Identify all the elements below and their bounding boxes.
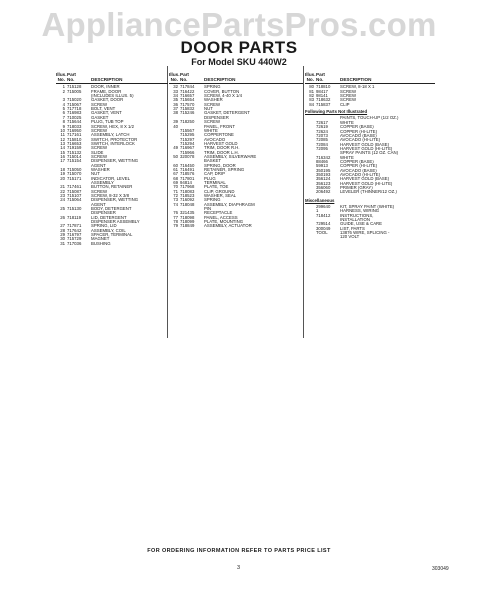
part-number: 98417 <box>316 88 328 94</box>
part-number: 718810 <box>316 84 331 90</box>
part-description: AVOCADO (HI-LITE) <box>340 172 381 177</box>
illus-number: 78 <box>173 219 178 225</box>
part-description: SWITCH, PROTECTOR <box>91 137 138 142</box>
illus-number: 9 <box>62 123 65 129</box>
part-number: 717801 <box>180 175 195 181</box>
part-description: CLIP, GROUND <box>204 189 235 194</box>
part-description: FRAME, DOOR <box>91 89 122 94</box>
part-description: PLATE, TOE <box>204 185 229 190</box>
part-description: TERMINAL <box>204 180 226 185</box>
part-description: LEVELER (THINNER/12 OZ.) <box>340 190 397 195</box>
part-number: 716983 <box>67 110 82 116</box>
part-description: GASKET <box>91 115 109 120</box>
part-description: SCREW <box>91 146 107 151</box>
part-number: 716342 <box>316 154 331 160</box>
part-number: 715005 <box>67 88 82 94</box>
part-number: 717968 <box>180 184 195 190</box>
part-number: 715567 <box>180 127 195 133</box>
part-description: SLIDE <box>91 150 104 155</box>
page-number: 3 <box>237 565 241 571</box>
part-number: 715070 <box>67 171 82 177</box>
part-description: LIST, PARTS <box>340 226 365 231</box>
part-description: (INCLUDES ILLUS. 5) <box>91 94 134 99</box>
part-number: 716092 <box>180 197 195 203</box>
part-number: 717036 <box>67 240 82 246</box>
part-description: MAGNET <box>91 237 110 242</box>
part-description: RETAINER, SPRING <box>204 167 245 172</box>
part-number: 715297 <box>180 136 195 142</box>
part-number: 718119 <box>67 214 82 220</box>
part-number: 716657 <box>180 93 195 99</box>
part-number: 715654 <box>180 97 195 103</box>
part-number: 300049 <box>316 225 331 231</box>
illus-number: 7 <box>62 114 65 120</box>
part-description: GASKET, VENT <box>91 111 122 116</box>
part-description: TRIM, DOOR L.H. <box>204 150 239 155</box>
part-number: 718632 <box>316 97 331 103</box>
part-number: 716422 <box>180 88 195 94</box>
illus-number: 40 <box>173 123 178 129</box>
illus-number: 35 <box>173 97 178 103</box>
part-number: 715729 <box>67 236 82 242</box>
illus-number <box>305 190 314 194</box>
illus-number: 10 <box>60 127 65 133</box>
part-description: 13876 WIRE, SPLICING - <box>340 231 390 236</box>
part-number: 72624 <box>316 128 328 134</box>
illus-number: 18 <box>60 166 65 172</box>
illus-number: 31 <box>60 240 65 246</box>
part-number: 717642 <box>67 227 82 233</box>
part-number: 715295 <box>180 132 195 138</box>
part-number: 718098 <box>180 214 195 220</box>
illus-number: 39 <box>173 119 178 125</box>
part-description: NUT <box>204 107 213 112</box>
column-header: Illus. Part No. No. DESCRIPTION <box>305 72 372 83</box>
column-divider <box>303 66 304 338</box>
part-number: 350195 <box>316 167 331 173</box>
part-number: 716797 <box>67 232 82 238</box>
part-description: PAINTS, TOUCH-UP (1/2 OZ.) <box>340 116 399 121</box>
illus-number: 71 <box>173 188 178 194</box>
illus-number: 80 <box>309 84 314 90</box>
part-number: 717461 <box>67 184 82 190</box>
part-number: 716653 <box>67 140 82 146</box>
illus-number: 12 <box>60 136 65 142</box>
illus-number: 1 <box>62 84 65 90</box>
part-description: BUSHING <box>91 241 111 246</box>
part-number: 719159 <box>67 145 82 151</box>
part-number: 715810 <box>67 136 82 142</box>
part-description: SCREW, 8-32 X 3/8 <box>91 194 129 198</box>
part-number: 350193 <box>316 171 331 177</box>
part-description: WASHER, SEAL <box>204 194 237 198</box>
part-number: 715067 <box>67 101 82 107</box>
part-description: RECEPTACLE <box>204 211 233 216</box>
part-number: 715064 <box>67 197 82 203</box>
illus-number: 30 <box>60 236 65 242</box>
part-description: SPRING, LID <box>91 224 117 229</box>
part-description: DISPENSER <box>91 211 116 216</box>
part-description: PANEL, ACCESS <box>204 215 238 220</box>
illus-number: 74 <box>173 201 178 207</box>
part-description: AVOCADO <box>204 137 226 142</box>
illus-number: 76 <box>173 210 178 216</box>
part-description: INDICATOR, LEVEL <box>91 176 131 181</box>
illus-number: 77 <box>173 214 178 220</box>
part-description: SCREW <box>91 154 107 159</box>
part-description: PLATE, MOUNTING <box>204 220 244 225</box>
illus-number: 26 <box>60 214 65 220</box>
illus-number: 17 <box>60 158 65 164</box>
part-number: 717718 <box>67 106 82 112</box>
part-description: BODY, DETERGENT <box>91 207 132 212</box>
part-description: COVER, BUTTON <box>204 89 240 94</box>
part-number: 88466 <box>316 158 328 164</box>
illus-number: 15 <box>60 149 65 155</box>
illus-number <box>305 235 314 239</box>
part-number: 718048 <box>180 201 195 207</box>
part-number: 94814 <box>180 179 192 185</box>
part-description: PLUG, TUB TOP <box>91 120 124 125</box>
part-number: 718099 <box>180 219 195 225</box>
part-number: 710025 <box>67 114 82 120</box>
illus-number: 27 <box>60 223 65 229</box>
part-number: 1 <box>316 208 319 214</box>
part-number: 716491 <box>180 166 195 172</box>
illus-number: 20 <box>60 175 65 181</box>
part-description: DISPENSER, WETTING <box>91 159 139 164</box>
part-description: BOLT, VENT <box>91 107 116 112</box>
part-description: SWITCH, INTERLOCK <box>91 141 135 146</box>
part-description: DISPENSER <box>204 115 229 120</box>
part-description: HARVEST GOLD (BASE) <box>340 177 390 182</box>
part-number: 72095 <box>316 145 328 151</box>
part-description: ASSEMBLY, SILVERWARE <box>204 154 257 159</box>
part-description: PANEL, FRONT <box>204 124 235 129</box>
part-number: TOOL <box>316 230 328 236</box>
part-number: 356060 <box>316 184 331 190</box>
part-number: 206492 <box>316 189 331 195</box>
part-number: 299640 <box>316 204 331 209</box>
part-description: SPACER, TERMINAL <box>91 233 133 238</box>
part-description: HARVEST GOLD <box>204 141 238 146</box>
illus-number: 38 <box>173 110 178 116</box>
watermark: AppliancePartsPros.com <box>41 6 437 43</box>
part-description: GASKET, DOOR <box>91 98 124 103</box>
part-number: 716967 <box>180 145 195 151</box>
parts-row <box>56 242 168 246</box>
illus-number: 81 <box>309 88 314 94</box>
part-description: PRIMER (GRAY) <box>340 185 373 190</box>
part-number: 715020 <box>67 97 82 103</box>
part-description: SCREW <box>340 94 356 99</box>
column-header: Illus. Part No. No. DESCRIPTION <box>169 72 236 83</box>
illus-number: 33 <box>173 88 178 94</box>
part-number: 320078 <box>180 153 195 159</box>
part-number: 715128 <box>67 84 82 90</box>
part-description: HARVEST GOLD (HI-LITE) <box>340 146 393 151</box>
part-description: PIN <box>204 207 212 212</box>
parts-row <box>305 190 435 194</box>
illus-number: 82 <box>309 93 314 99</box>
part-number: 718250 <box>180 119 195 125</box>
illus-number: 16 <box>60 153 65 159</box>
illus-number: 61 <box>173 166 178 172</box>
column-header: Illus. Part No. No. DESCRIPTION <box>56 72 123 83</box>
illus-number: 28 <box>60 227 65 233</box>
part-description: SCREW <box>340 89 356 94</box>
page-subtitle: For Model SKU 440W2 <box>191 57 287 67</box>
part-description: WASHER <box>204 98 223 103</box>
part-description: SPRING <box>204 85 221 90</box>
part-number: 718523 <box>180 193 195 198</box>
part-description: SCREW <box>91 102 107 107</box>
illus-number: 37 <box>173 106 178 112</box>
part-number: 321435 <box>180 210 195 216</box>
part-description: SCREW <box>204 102 220 107</box>
illus-number: 22 <box>60 188 65 194</box>
part-number: 718412 <box>316 212 331 218</box>
page-title: DOOR PARTS <box>180 38 298 57</box>
illus-number: 5 <box>62 106 65 112</box>
part-number: 715294 <box>180 140 195 146</box>
illus-number: 34 <box>173 93 178 99</box>
part-number: 715107 <box>67 193 82 198</box>
illus-number: 69 <box>173 179 178 185</box>
part-number: 718083 <box>180 188 195 194</box>
part-description: CLIP <box>340 102 350 107</box>
part-description: 120 VOLT <box>340 235 360 240</box>
part-description: COPPER (HI-LITE) <box>340 164 378 169</box>
part-number: 718849 <box>180 223 195 229</box>
illus-number: 49 <box>173 145 178 151</box>
part-number: 715087 <box>67 188 82 194</box>
part-description: ASSEMBLY <box>91 180 114 185</box>
part-description: WHITE <box>340 120 354 125</box>
part-number: 717844 <box>180 84 195 90</box>
part-description: DOOR, INNER <box>91 85 120 90</box>
section-heading: Miscellaneous <box>305 197 335 203</box>
parts-row <box>169 224 303 228</box>
illus-number: 13 <box>60 140 65 146</box>
part-number: 72084 <box>316 141 328 147</box>
part-description: SPRAY PAINTS (12 OZ. CAN) <box>340 151 399 156</box>
part-description: SCREW <box>91 128 107 133</box>
illus-number: 73 <box>173 197 178 203</box>
illus-number: 19 <box>60 171 65 177</box>
part-number: 72073 <box>316 132 328 138</box>
part-description: TRIM, DOOR R.H. <box>204 146 240 151</box>
part-description: DISPENSER, WETTING <box>91 198 139 203</box>
part-description: AVOCADO (HI-LITE) <box>340 138 381 143</box>
part-number <box>314 235 340 239</box>
part-description: COPPERTONE <box>204 133 234 138</box>
illus-number: 36 <box>173 101 178 107</box>
part-number: 718576 <box>180 171 195 177</box>
part-description: ASSEMBLY, DIAPHRAGM <box>204 202 255 207</box>
part-number: 717570 <box>180 101 195 107</box>
part-description: BASKET <box>204 159 221 164</box>
part-description: SCREW, HEX, 8 X 1/2 <box>91 124 134 129</box>
illus-number: 72 <box>173 193 178 198</box>
part-description: ASSEMBLY, COIL <box>91 228 126 233</box>
document-code: 303049 <box>432 566 449 572</box>
part-number: 715154 <box>67 158 82 164</box>
part-description: SPRING, DOOR <box>204 163 236 168</box>
part-description: COPPER (BASE) <box>340 125 374 130</box>
part-number: 715837 <box>316 101 331 107</box>
illus-number: 11 <box>60 132 65 138</box>
parts-column-2 <box>169 72 303 229</box>
part-description: CAP, DRIP <box>204 172 225 177</box>
part-number: 715050 <box>67 166 82 172</box>
parts-column-3 <box>305 72 435 240</box>
illus-number: 67 <box>173 171 178 177</box>
part-description: WASHER <box>91 167 110 172</box>
part-description: AGENT <box>91 163 106 168</box>
illus-number: 8 <box>62 119 65 125</box>
part-number: 715171 <box>67 175 82 181</box>
illus-number: 2 <box>62 88 65 94</box>
part-description: HARVEST GOLD (HI-LITE) <box>340 181 393 186</box>
parts-row <box>305 103 435 107</box>
part-number: 718033 <box>67 123 82 129</box>
part-description: INSTALLATION <box>340 218 370 223</box>
part-number: 717161 <box>67 132 82 138</box>
part-number: 72617 <box>316 119 328 125</box>
part-number: 98141 <box>316 93 328 99</box>
illus-number: 6 <box>62 110 65 116</box>
illus-number: 83 <box>309 97 314 103</box>
illus-number: 21 <box>60 184 65 190</box>
part-description: GASKET, DETERGENT <box>204 111 250 116</box>
part-description: ASSEMBLY, LATCH <box>91 133 130 138</box>
illus-number: 68 <box>173 175 178 181</box>
part-number: 715246 <box>180 110 195 116</box>
part-number: 715130 <box>67 206 82 212</box>
part-description: COPPER (HI-LITE) <box>340 129 378 134</box>
illus-number: 79 <box>173 223 178 229</box>
part-number: 356124 <box>316 176 331 182</box>
part-description: INSTRUCTIONS, <box>340 213 374 218</box>
illus-number: 32 <box>173 84 178 90</box>
illus-number: 25 <box>60 206 65 212</box>
part-description: WHITE <box>204 128 218 133</box>
part-number: 715132 <box>67 149 82 155</box>
parts-column-1 <box>56 72 168 246</box>
illus-number: 84 <box>309 101 314 107</box>
part-description: AGENT <box>91 202 106 207</box>
part-description: BUTTON, RETAINER <box>91 185 133 190</box>
part-description: WHITE <box>340 155 354 160</box>
parts-row <box>305 235 435 239</box>
part-description: AVOCADO (BASE) <box>340 168 377 173</box>
part-number: 717871 <box>67 223 82 229</box>
part-number: 729514 <box>316 221 331 227</box>
part-number: 72619 <box>316 124 328 130</box>
part-description: SPRING <box>204 198 221 203</box>
part-description: GUIDE, USE & CARE <box>340 222 383 227</box>
part-description: COPPER (BASE) <box>340 159 374 164</box>
illus-number: 60 <box>173 162 178 168</box>
part-number: 356123 <box>316 180 331 186</box>
illus-number: 24 <box>60 197 65 203</box>
illus-number: 3 <box>62 97 65 103</box>
illus-number: 23 <box>60 193 65 198</box>
part-number: 716450 <box>180 162 195 168</box>
part-description: SCREW <box>204 120 220 125</box>
section-heading: Following Parts Not Illustrated <box>305 109 368 115</box>
part-description: HARNESS, WIRING <box>340 209 380 214</box>
part-description: SCREW, 4-40 X 1/4 <box>204 94 242 99</box>
part-number: 59913 <box>316 163 328 169</box>
part-description: HARVEST GOLD (BASE) <box>340 142 390 147</box>
part-number: 715966 <box>180 149 195 155</box>
footer-note: FOR ORDERING INFORMATION REFER TO PARTS PRICE LIST <box>147 548 331 554</box>
part-description: AVOCADO (BASE) <box>340 133 377 138</box>
illus-number: 14 <box>60 145 65 151</box>
part-description: SCREW, 8-18 X 1 <box>340 85 375 90</box>
illus-number: 29 <box>60 232 65 238</box>
part-number: 72085 <box>316 137 328 143</box>
part-description: SCREW <box>91 189 107 194</box>
part-number: 715832 <box>180 106 195 112</box>
part-description: PLUG <box>204 176 216 181</box>
illus-number: 70 <box>173 184 178 190</box>
illus-number: 50 <box>173 153 178 159</box>
part-number: 716950 <box>67 127 82 133</box>
part-description: LID, DETERGENT <box>91 215 127 220</box>
illus-number: 4 <box>62 101 65 107</box>
part-description: KIT, SPRAY PAINT (WHITE) <box>340 205 395 209</box>
part-number: 715644 <box>67 119 82 125</box>
part-description: ASSEMBLY, ACTUATOR <box>204 224 252 229</box>
part-description: DISPENSER ASSEMBLY <box>91 220 140 225</box>
part-number: 715014 <box>67 153 82 159</box>
part-description: NUT <box>91 172 100 177</box>
part-description: SCREW <box>340 98 356 103</box>
